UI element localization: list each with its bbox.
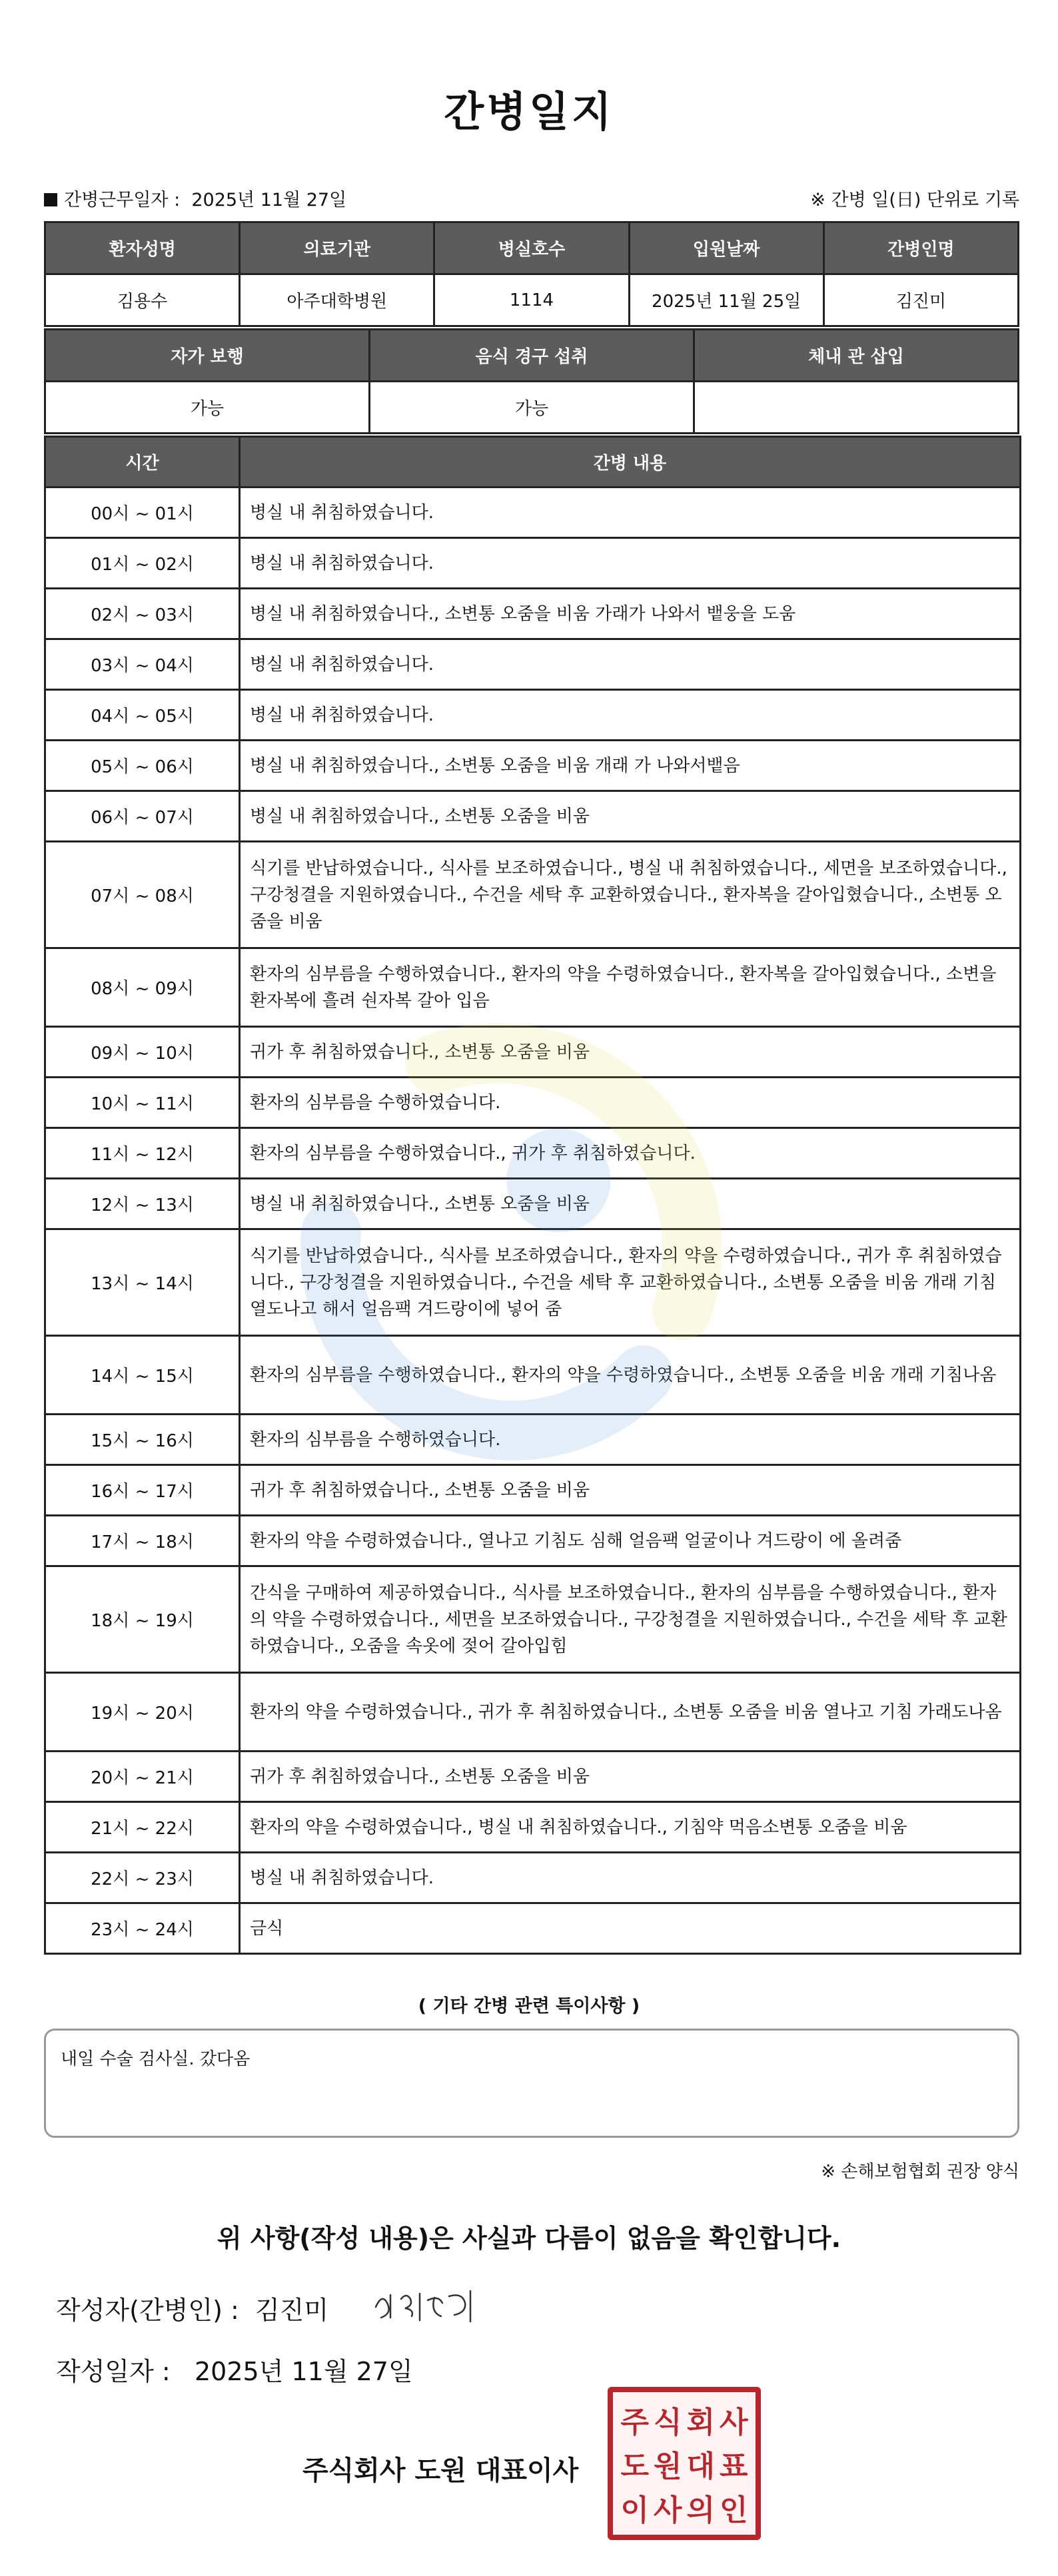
log-content-cell: 병실 내 취침하였습니다. [240, 639, 1021, 690]
log-time-cell: 23시 ~ 24시 [45, 1903, 240, 1954]
care-log-row [45, 1673, 1021, 1752]
seal-character: 원 [653, 2449, 682, 2483]
handwritten-signature-icon [370, 2280, 484, 2327]
care-log-rows [45, 487, 1021, 1954]
care-log-row [45, 842, 1021, 948]
notes-text: 내일 수술 검사실. 갔다옴 [61, 2049, 251, 2069]
log-time-cell: 15시 ~ 16시 [45, 1415, 240, 1465]
log-content-cell: 병실 내 취침하였습니다. [240, 690, 1021, 741]
log-time-cell: 20시 ~ 21시 [45, 1752, 240, 1802]
log-time-cell: 12시 ~ 13시 [45, 1179, 240, 1229]
log-time-cell: 19시 ~ 20시 [45, 1673, 240, 1752]
seal-character: 이 [620, 2493, 649, 2527]
care-log-row [45, 741, 1021, 791]
log-time-cell: 13시 ~ 14시 [45, 1229, 240, 1336]
log-content-cell: 간식을 구매하여 제공하였습니다., 식사를 보조하였습니다., 환자의 심부름을 수행하였습니다., 환자의 약을 수령하였습니다., 세면을 보조하였습니다., 구강청결을 지원하였습니다., 수건을 세탁 후 교환하였습니다., 오줌을 속옷에 젖어 갈아입힘 [240, 1566, 1021, 1673]
log-content-cell: 병실 내 취침하였습니다., 소변통 오줌을 비움 가래가 나와서 뱉웅을 도움 [240, 589, 1021, 639]
room-number: 1114 [434, 274, 629, 326]
care-log-row [45, 1566, 1021, 1673]
work-date-label: 간병근무일자 : [64, 190, 181, 210]
log-time-cell: 00시 ~ 01시 [45, 487, 240, 538]
log-time-cell: 07시 ~ 08시 [45, 842, 240, 948]
writer-line [56, 2290, 328, 2326]
info-header: 의료기관 [240, 222, 434, 274]
admission-date: 2025년 11월 25일 [629, 274, 823, 326]
written-date-value: 2025년 11월 27일 [194, 2357, 413, 2386]
square-bullet-icon [44, 193, 57, 206]
log-time-cell: 10시 ~ 11시 [45, 1078, 240, 1128]
log-content-cell: 귀가 후 취침하였습니다., 소변통 오줌을 비움 [240, 1027, 1021, 1078]
log-content-cell: 귀가 후 취침하였습니다., 소변통 오줌을 비움 [240, 1752, 1021, 1802]
care-log-row [45, 1516, 1021, 1566]
log-time-cell: 03시 ~ 04시 [45, 639, 240, 690]
content-column-header: 간병 내용 [240, 437, 1021, 487]
log-time-cell: 04시 ~ 05시 [45, 690, 240, 741]
log-content-cell: 환자의 약을 수령하였습니다., 귀가 후 취침하였습니다., 소변통 오줌을 비움 열나고 기침 가래도나옴 [240, 1673, 1021, 1752]
log-content-cell: 환자의 심부름을 수행하였습니다. [240, 1415, 1021, 1465]
log-content-cell: 병실 내 취침하였습니다. [240, 487, 1021, 538]
log-time-cell: 14시 ~ 15시 [45, 1336, 240, 1415]
log-content-cell: 병실 내 취침하였습니다. [240, 1853, 1021, 1903]
log-content-cell: 귀가 후 취침하였습니다., 소변통 오줌을 비움 [240, 1465, 1021, 1516]
log-content-cell: 식기를 반납하였습니다., 식사를 보조하였습니다., 병실 내 취침하였습니다., 세면을 보조하였습니다., 구강청결을 지원하였습니다., 수건을 세탁 후 교환하였습니다., 환자복을 갈아입혔습니다., 소변통 오줌을 비움 [240, 842, 1021, 948]
care-log-row [45, 639, 1021, 690]
seal-character: 도 [620, 2449, 649, 2483]
confirmation-statement: 위 사항(작성 내용)은 사실과 다름이 없음을 확인합니다. [217, 2224, 841, 2253]
care-log-row [45, 1415, 1021, 1465]
notes-box [44, 2029, 1019, 2138]
log-time-cell: 11시 ~ 12시 [45, 1128, 240, 1179]
log-content-cell: 병실 내 취침하였습니다., 소변통 오줌을 비움 개래 가 나와서뱉음 [240, 741, 1021, 791]
log-time-cell: 09시 ~ 10시 [45, 1027, 240, 1078]
care-log-row [45, 1229, 1021, 1336]
log-content-cell: 병실 내 취침하였습니다., 소변통 오줌을 비움 [240, 1179, 1021, 1229]
seal-character: 대 [686, 2449, 715, 2483]
patient-info-table [44, 221, 1019, 327]
seal-character: 의 [686, 2493, 715, 2527]
log-content-cell: 병실 내 취침하였습니다., 소변통 오줌을 비움 [240, 791, 1021, 842]
log-content-cell: 병실 내 취침하였습니다. [240, 538, 1021, 589]
time-column-header: 시간 [45, 437, 240, 487]
ability-header: 체내 관 삽입 [694, 330, 1019, 382]
log-content-cell: 환자의 심부름을 수행하였습니다., 귀가 후 취침하였습니다. [240, 1128, 1021, 1179]
info-header: 병실호수 [434, 222, 629, 274]
oral-intake-value: 가능 [370, 382, 694, 434]
seal-character: 인 [719, 2493, 748, 2527]
log-time-cell: 18시 ~ 19시 [45, 1566, 240, 1673]
patient-name: 김용수 [45, 274, 240, 326]
care-log-row [45, 1179, 1021, 1229]
work-date-value: 2025년 11월 27일 [191, 190, 347, 210]
care-log-row [45, 1027, 1021, 1078]
written-date-label: 작성일자 : [56, 2357, 171, 2386]
info-header: 입원날짜 [629, 222, 823, 274]
log-time-cell: 06시 ~ 07시 [45, 791, 240, 842]
hospital-name: 아주대학병원 [240, 274, 434, 326]
seal-character: 식 [653, 2406, 682, 2439]
walking-value: 가능 [45, 382, 370, 434]
log-content-cell: 식기를 반납하였습니다., 식사를 보조하였습니다., 환자의 약을 수령하였습니다., 귀가 후 취침하였습니다., 구강청결을 지원하였습니다., 수건을 세탁 후 교환하였습니다., 소변통 오줌을 비움 개래 기침 열도나고 해서 얼음팩 겨드랑이에 넣어 줌 [240, 1229, 1021, 1336]
log-content-cell: 금식 [240, 1903, 1021, 1954]
care-log-row [45, 791, 1021, 842]
seal-character: 사 [653, 2493, 682, 2527]
seal-character: 주 [620, 2406, 649, 2439]
company-representative: 주식회사 도원 대표이사 [302, 2455, 579, 2486]
log-time-cell: 08시 ~ 09시 [45, 948, 240, 1027]
patient-ability-table [44, 328, 1019, 434]
care-log-row [45, 487, 1021, 538]
log-content-cell: 환자의 심부름을 수행하였습니다. [240, 1078, 1021, 1128]
document-title: 간병일지 [444, 87, 614, 136]
ability-header: 음식 경구 섭취 [370, 330, 694, 382]
care-log-row [45, 1853, 1021, 1903]
seal-character: 회 [686, 2406, 715, 2439]
log-time-cell: 22시 ~ 23시 [45, 1853, 240, 1903]
info-header: 환자성명 [45, 222, 240, 274]
work-date-line [44, 185, 346, 211]
notes-title: ( 기타 간병 관련 특이사항 ) [418, 1996, 640, 2017]
info-header: 간병인명 [823, 222, 1018, 274]
care-log-row [45, 948, 1021, 1027]
log-time-cell: 05시 ~ 06시 [45, 741, 240, 791]
company-seal-icon [608, 2387, 761, 2540]
care-log-row [45, 538, 1021, 589]
care-log-row [45, 1078, 1021, 1128]
written-date-line [56, 2351, 413, 2388]
care-log-row [45, 1752, 1021, 1802]
care-log-row [45, 1128, 1021, 1179]
caregiver-name: 김진미 [823, 274, 1018, 326]
care-log-row [45, 1465, 1021, 1516]
log-content-cell: 환자의 심부름을 수행하였습니다., 환자의 약을 수령하였습니다., 소변통 오줌을 비움 개래 기침나옴 [240, 1336, 1021, 1415]
log-time-cell: 21시 ~ 22시 [45, 1802, 240, 1853]
care-log-row [45, 1802, 1021, 1853]
log-content-cell: 환자의 약을 수령하였습니다., 병실 내 취침하였습니다., 기침약 먹음소변통 오줌을 비움 [240, 1802, 1021, 1853]
writer-label: 작성자(간병인) : [56, 2296, 239, 2325]
seal-characters [618, 2398, 750, 2529]
log-content-cell: 환자의 심부름을 수행하였습니다., 환자의 약을 수령하였습니다., 환자복을 갈아입혔습니다., 소변을 환자복에 흘려 숸자복 갈아 입음 [240, 948, 1021, 1027]
form-source-note: ※ 손해보험협회 권장 양식 [821, 2162, 1019, 2182]
care-log-row [45, 589, 1021, 639]
writer-name: 김진미 [255, 2296, 329, 2325]
care-log-row [45, 690, 1021, 741]
tube-insertion-value [694, 382, 1019, 434]
care-log-row [45, 1336, 1021, 1415]
seal-character: 사 [719, 2406, 748, 2439]
ability-header: 자가 보행 [45, 330, 370, 382]
log-content-cell: 환자의 약을 수령하였습니다., 열나고 기침도 심해 얼음팩 얼굴이나 겨드랑이 에 올려줌 [240, 1516, 1021, 1566]
log-time-cell: 01시 ~ 02시 [45, 538, 240, 589]
log-time-cell: 02시 ~ 03시 [45, 589, 240, 639]
unit-note: ※ 간병 일(日) 단위로 기록 [810, 190, 1019, 210]
seal-character: 표 [719, 2449, 748, 2483]
log-time-cell: 16시 ~ 17시 [45, 1465, 240, 1516]
care-log-row [45, 1903, 1021, 1954]
log-time-cell: 17시 ~ 18시 [45, 1516, 240, 1566]
care-log-table [44, 436, 1021, 1955]
